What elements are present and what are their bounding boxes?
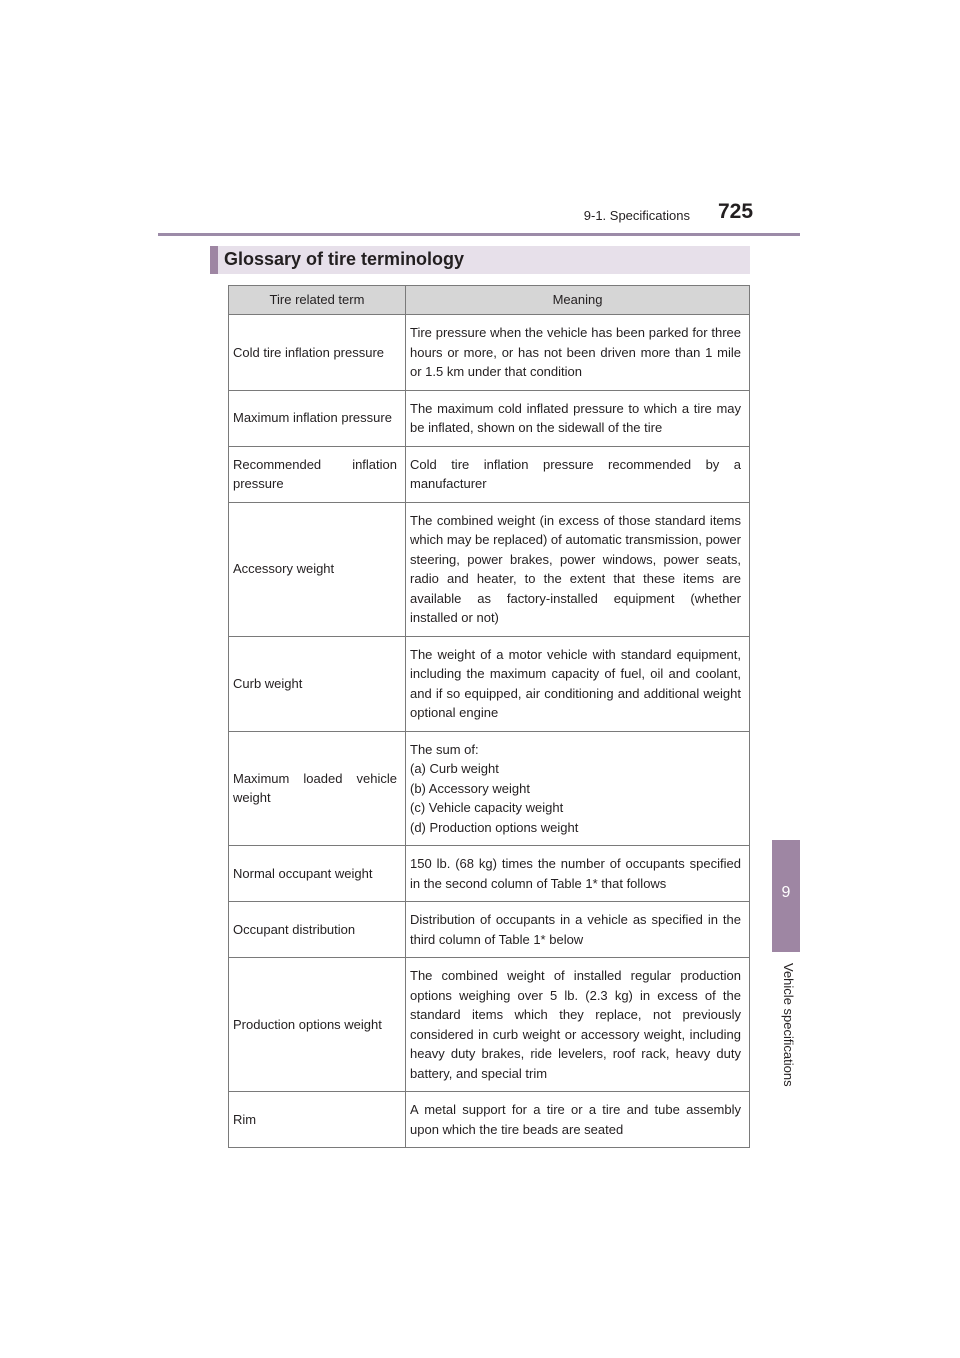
term-cell: Curb weight: [229, 636, 406, 731]
table-row: [229, 731, 750, 846]
running-header-section: 9-1. Specifications: [583, 208, 690, 223]
chapter-label: Vehicle specifications: [781, 963, 796, 1087]
term-cell: Recommended inflation pressure: [229, 446, 406, 502]
table-row: [229, 315, 750, 391]
meaning-cell: The weight of a motor vehicle with standard equipment, including the maximum capacity of fuel, oil and coolant, and if so equipped, air conditioning and additional weight optional engine: [406, 636, 750, 731]
meaning-cell: The combined weight of installed regular production options weighing over 5 lb. (2.3 kg) in excess of the standard items which they replace, not previously considered in curb weight or accessory weight, including heavy duty brakes, ride levelers, roof rack, heavy duty battery, and special trim: [406, 958, 750, 1092]
meaning-cell: Cold tire inflation pressure recommended by a manufacturer: [406, 446, 750, 502]
term-cell: Rim: [229, 1092, 406, 1148]
header-term: Tire related term: [229, 286, 406, 315]
term-cell: Production options weight: [229, 958, 406, 1092]
table-header-row: [229, 286, 750, 315]
term-cell: Accessory weight: [229, 502, 406, 636]
meaning-cell: A metal support for a tire or a tire and tube assembly upon which the tire beads are seated: [406, 1092, 750, 1148]
meaning-cell: The combined weight (in excess of those standard items which may be replaced) of automatic transmission, power steering, power brakes, power windows, power seats, radio and heater, to the extent that these items are available as factory-installed equipment (whether installed or not): [406, 502, 750, 636]
section-title: Glossary of tire terminology: [224, 249, 465, 269]
table-row: [229, 390, 750, 446]
glossary-table: [228, 285, 750, 1148]
header-rule: [158, 233, 800, 236]
section-heading-bar: [210, 246, 750, 274]
meaning-cell: Distribution of occupants in a vehicle as specified in the third column of Table 1* below: [406, 902, 750, 958]
page-number: 725: [718, 200, 754, 223]
term-cell: Occupant distribution: [229, 902, 406, 958]
meaning-cell: The sum of: (a) Curb weight (b) Accessory weight (c) Vehicle capacity weight (d) Production options weight: [406, 731, 750, 846]
table-row: [229, 1092, 750, 1148]
table-row: [229, 846, 750, 902]
chapter-number: 9: [781, 884, 791, 901]
chapter-tab: [772, 840, 800, 952]
section-accent: [210, 246, 218, 274]
table-row: [229, 446, 750, 502]
meaning-cell: The maximum cold inflated pressure to which a tire may be inflated, shown on the sidewall of the tire: [406, 390, 750, 446]
table-row: [229, 636, 750, 731]
term-cell: Maximum inflation pressure: [229, 390, 406, 446]
table-row: [229, 902, 750, 958]
meaning-cell: 150 lb. (68 kg) times the number of occupants specified in the second column of Table 1* that follows: [406, 846, 750, 902]
term-cell: Normal occupant weight: [229, 846, 406, 902]
header-meaning: Meaning: [406, 286, 750, 315]
table-row: [229, 958, 750, 1092]
table-row: [229, 502, 750, 636]
term-cell: Maximum loaded vehicle weight: [229, 731, 406, 846]
meaning-cell: Tire pressure when the vehicle has been parked for three hours or more, or has not been driven more than 1 mile or 1.5 km under that condition: [406, 315, 750, 391]
term-cell: Cold tire inflation pressure: [229, 315, 406, 391]
